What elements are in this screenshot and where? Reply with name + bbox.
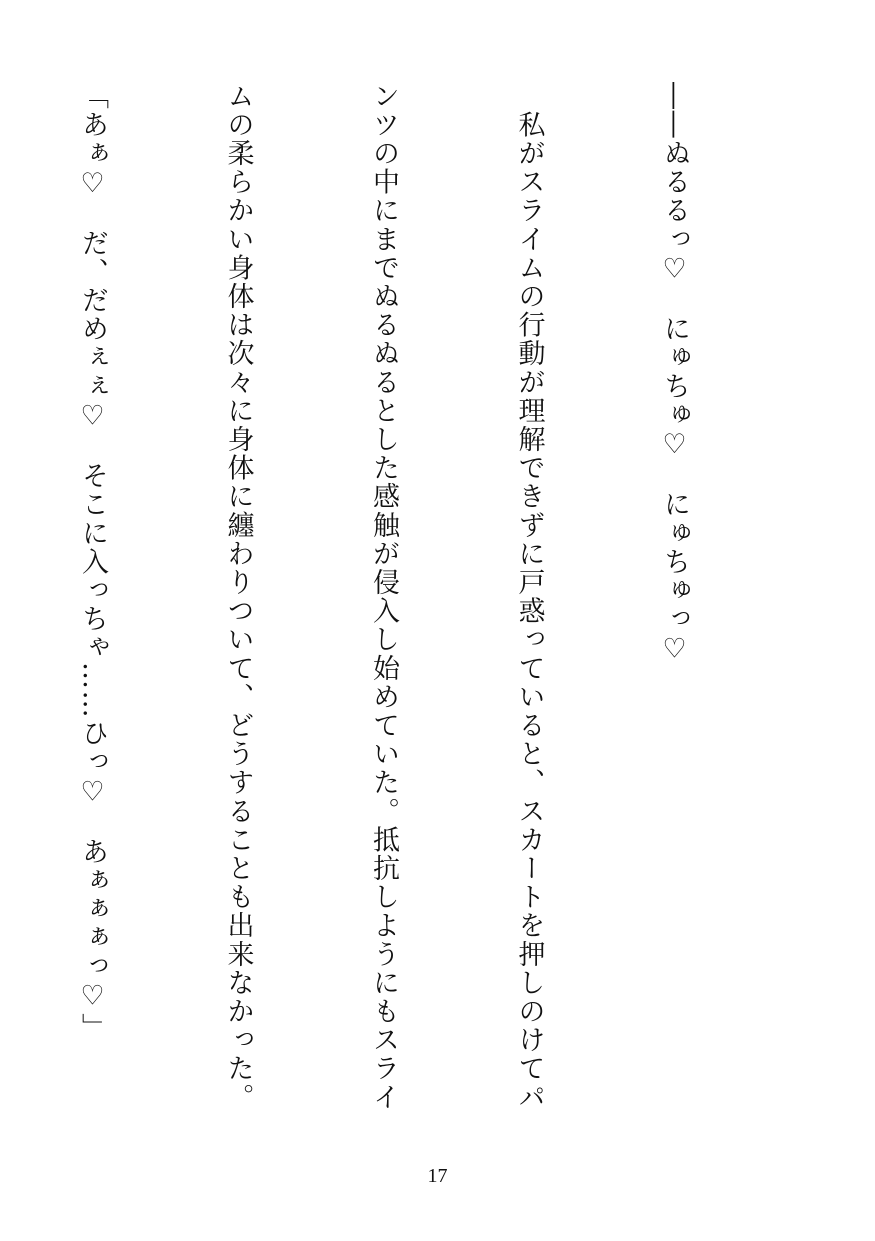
text-column-1: ――ぬるるっ♡ にゅちゅ♡ にゅちゅっ♡ — [659, 82, 690, 666]
vertical-body-text — [0, 82, 795, 1142]
text-column-4: ムの柔らかい身体は次々に身体に纏わりついて、どうすることも出来なかった。 — [222, 82, 254, 1112]
text-column-5: 「あぁ♡ だ、だめぇぇ♡ そこに入っちゃ……ひっ♡ あぁぁぁっ♡」 — [77, 82, 108, 1042]
page-number: 17 — [427, 1165, 448, 1187]
text-column-2: 私がスライムの行動が理解できずに戸惑っていると、スカートを押しのけてパ — [513, 82, 545, 1112]
text-column-3: ンツの中にまでぬるぬるとした感触が侵入し始めていた。抵抗しようにもスライ — [368, 82, 399, 1112]
